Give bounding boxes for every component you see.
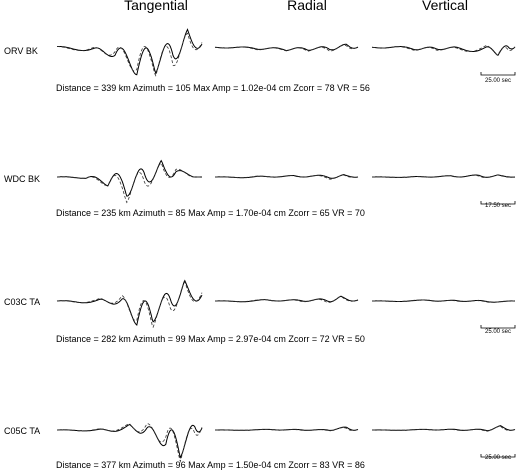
observed-trace-tangential-3 [57, 425, 202, 458]
station-name-c05c: C05C TA [4, 426, 41, 436]
column-title-tangential: Tangential [124, 0, 188, 13]
column-title-radial: Radial [287, 0, 327, 13]
station-name-c03c: C03C TA [4, 297, 41, 307]
synthetic-trace-vertical-0 [372, 46, 515, 55]
synthetic-trace-tangential-2 [57, 282, 202, 327]
time-scale-label-c05c: 25.00 sec [484, 455, 512, 461]
station-name-orv: ORV BK [4, 46, 38, 56]
synthetic-trace-radial-3 [215, 428, 358, 431]
time-scale-bar-0 [481, 72, 515, 75]
column-title-vertical: Vertical [422, 0, 468, 13]
synthetic-trace-vertical-3 [372, 427, 515, 432]
synthetic-trace-vertical-2 [372, 300, 515, 302]
stats-line-orv: Distance = 339 km Azimuth = 105 Max Amp = 1.02e-04 cm Zcorr = 78 VR = 56 [56, 83, 370, 93]
observed-trace-radial-2 [215, 296, 358, 302]
time-scale-bar-1 [481, 201, 515, 204]
synthetic-trace-vertical-1 [372, 175, 515, 178]
stats-line-wdc: Distance = 235 km Azimuth = 85 Max Amp = 1.70e-04 cm Zcorr = 65 VR = 70 [56, 208, 365, 218]
stats-line-c03c: Distance = 282 km Azimuth = 99 Max Amp = 2.97e-04 cm Zcorr = 72 VR = 50 [56, 334, 365, 344]
time-scale-bar-2 [481, 325, 515, 328]
synthetic-trace-tangential-1 [57, 163, 202, 202]
synthetic-trace-tangential-0 [57, 33, 202, 75]
time-scale-label-orv: 25.00 sec [484, 78, 512, 84]
station-name-wdc: WDC BK [4, 174, 40, 184]
time-scale-bar-3 [481, 454, 515, 457]
time-scale-label-wdc: 17.50 sec [484, 203, 512, 209]
time-scale-label-c03c: 25.00 sec [484, 329, 512, 335]
stats-line-c05c: Distance = 377 km Azimuth = 96 Max Amp = 1.50e-04 cm Zcorr = 83 VR = 86 [56, 460, 365, 470]
